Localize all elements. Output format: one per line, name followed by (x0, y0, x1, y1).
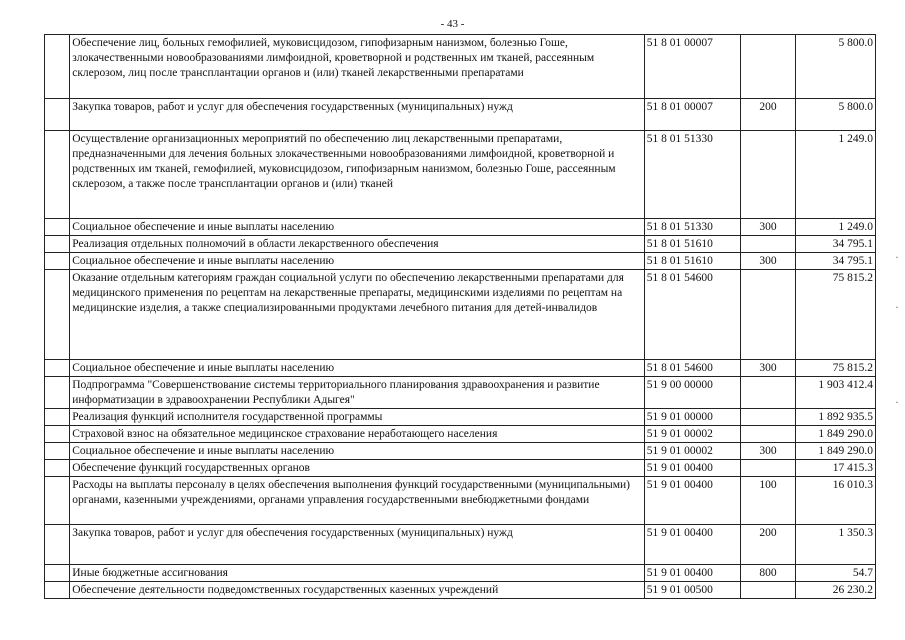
row-number-cell (45, 253, 70, 270)
row-expense-type-cell: 100 (740, 477, 796, 525)
row-sum-cell: 17 415.3 (796, 460, 876, 477)
row-number-cell (45, 377, 70, 409)
row-sum-cell: 1 350.3 (796, 525, 876, 565)
row-expense-type-cell (740, 409, 796, 426)
row-name-cell: Закупка товаров, работ и услуг для обеспечения государственных (муниципальных) нужд (70, 99, 645, 131)
row-expense-type-cell (740, 582, 796, 599)
row-expense-type-cell: 800 (740, 565, 796, 582)
row-name-cell: Осуществление организационных мероприятий по обеспечению лиц лекарственными препаратами, предназначенными для лечения больных злокачественными новообразованиями лимфоидной, кроветворной и родственных им тканей, гемофилией, муковисцидозом, гипофизарным нанизмом, болезнью Гоше, рассеянным склерозом, а также после трансплантации органов и (или) тканей (70, 131, 645, 219)
table-row (45, 409, 876, 426)
table-row (45, 443, 876, 460)
row-sum-cell: 1 892 935.5 (796, 409, 876, 426)
row-number-cell (45, 426, 70, 443)
table-row (45, 270, 876, 360)
row-number-cell (45, 460, 70, 477)
row-name-cell: Иные бюджетные ассигнования (70, 565, 645, 582)
row-name-cell: Социальное обеспечение и иные выплаты населению (70, 253, 645, 270)
row-name-cell: Подпрограмма "Совершенствование системы территориального планирования здравоохранения и развитие информатизации в здравоохранении Республики Адыгея" (70, 377, 645, 409)
table-row (45, 99, 876, 131)
table-row (45, 253, 876, 270)
row-expense-type-cell: 200 (740, 525, 796, 565)
row-name-cell: Расходы на выплаты персоналу в целях обеспечения выполнения функций государственными (муниципальными) органами, казенными учреждениями, органами управления государственными внебюджетными фондами (70, 477, 645, 525)
row-name-cell: Реализация функций исполнителя государственной программы (70, 409, 645, 426)
row-expense-type-cell: 300 (740, 253, 796, 270)
table-row (45, 377, 876, 409)
table-row (45, 477, 876, 525)
table-row (45, 35, 876, 99)
row-code-cell: 51 8 01 54600 (644, 270, 740, 360)
row-sum-cell: 5 800.0 (796, 99, 876, 131)
row-expense-type-cell: 300 (740, 443, 796, 460)
row-name-cell: Социальное обеспечение и иные выплаты населению (70, 360, 645, 377)
row-name-cell: Обеспечение лиц, больных гемофилией, муковисцидозом, гипофизарным нанизмом, болезнью Гоше, злокачественными новообразованиями лимфоидной, кроветворной и родственных им тканей, рассеянным склерозом, лиц после трансплантации органов и (или) тканей лекарственными препаратами (70, 35, 645, 99)
row-number-cell (45, 409, 70, 426)
row-number-cell (45, 99, 70, 131)
row-number-cell (45, 582, 70, 599)
row-code-cell: 51 9 01 00002 (644, 443, 740, 460)
row-code-cell: 51 8 01 51610 (644, 253, 740, 270)
page-number: - 43 - (440, 18, 465, 30)
row-expense-type-cell (740, 236, 796, 253)
row-number-cell (45, 219, 70, 236)
row-code-cell: 51 9 01 00400 (644, 477, 740, 525)
row-sum-cell: 34 795.1 (796, 253, 876, 270)
budget-table-body (45, 35, 876, 599)
row-name-cell: Обеспечение функций государственных органов (70, 460, 645, 477)
row-expense-type-cell (740, 131, 796, 219)
row-name-cell: Обеспечение деятельности подведомственных государственных казенных учреждений (70, 582, 645, 599)
row-name-cell: Социальное обеспечение и иные выплаты населению (70, 219, 645, 236)
row-sum-cell: 5 800.0 (796, 35, 876, 99)
row-sum-cell: 1 849 290.0 (796, 426, 876, 443)
row-number-cell (45, 565, 70, 582)
row-expense-type-cell (740, 426, 796, 443)
table-row (45, 236, 876, 253)
row-code-cell: 51 9 01 00000 (644, 409, 740, 426)
row-number-cell (45, 477, 70, 525)
row-code-cell: 51 8 01 54600 (644, 360, 740, 377)
row-number-cell (45, 443, 70, 460)
row-code-cell: 51 9 01 00500 (644, 582, 740, 599)
row-expense-type-cell: 300 (740, 219, 796, 236)
row-name-cell: Закупка товаров, работ и услуг для обеспечения государственных (муниципальных) нужд (70, 525, 645, 565)
row-number-cell (45, 525, 70, 565)
row-sum-cell: 16 010.3 (796, 477, 876, 525)
row-name-cell: Оказание отдельным категориям граждан социальной услуги по обеспечению лекарственными препаратами для медицинского применения по рецептам на лекарственные препараты, медицинскими изделиями по рецептам на медицинские изделия, а также специализированными продуктами лечебного питания для детей-инвалидов (70, 270, 645, 360)
table-row (45, 426, 876, 443)
row-expense-type-cell: 200 (740, 99, 796, 131)
row-sum-cell: 1 249.0 (796, 131, 876, 219)
row-expense-type-cell: 300 (740, 360, 796, 377)
row-sum-cell: 1 249.0 (796, 219, 876, 236)
scan-mark: · (895, 250, 899, 264)
row-name-cell: Страховой взнос на обязательное медицинское страхование неработающего населения (70, 426, 645, 443)
row-sum-cell: 26 230.2 (796, 582, 876, 599)
row-code-cell: 51 9 01 00002 (644, 426, 740, 443)
row-number-cell (45, 360, 70, 377)
row-expense-type-cell (740, 270, 796, 360)
row-expense-type-cell (740, 377, 796, 409)
row-number-cell (45, 131, 70, 219)
row-code-cell: 51 8 01 51330 (644, 131, 740, 219)
row-code-cell: 51 9 00 00000 (644, 377, 740, 409)
row-sum-cell: 75 815.2 (796, 270, 876, 360)
row-name-cell: Социальное обеспечение и иные выплаты населению (70, 443, 645, 460)
row-code-cell: 51 8 01 00007 (644, 35, 740, 99)
budget-table (44, 34, 876, 599)
row-code-cell: 51 8 01 51330 (644, 219, 740, 236)
row-sum-cell: 54.7 (796, 565, 876, 582)
row-expense-type-cell (740, 35, 796, 99)
table-row (45, 460, 876, 477)
scan-mark: · (895, 300, 899, 314)
row-number-cell (45, 35, 70, 99)
table-row (45, 565, 876, 582)
row-number-cell (45, 236, 70, 253)
row-sum-cell: 1 849 290.0 (796, 443, 876, 460)
row-name-cell: Реализация отдельных полномочий в области лекарственного обеспечения (70, 236, 645, 253)
table-row (45, 525, 876, 565)
row-expense-type-cell (740, 460, 796, 477)
row-sum-cell: 1 903 412.4 (796, 377, 876, 409)
row-sum-cell: 34 795.1 (796, 236, 876, 253)
row-sum-cell: 75 815.2 (796, 360, 876, 377)
table-row (45, 360, 876, 377)
row-code-cell: 51 9 01 00400 (644, 525, 740, 565)
table-row (45, 131, 876, 219)
row-code-cell: 51 8 01 00007 (644, 99, 740, 131)
row-code-cell: 51 8 01 51610 (644, 236, 740, 253)
row-number-cell (45, 270, 70, 360)
table-row (45, 219, 876, 236)
table-row (45, 582, 876, 599)
scan-mark: · (895, 395, 899, 409)
row-code-cell: 51 9 01 00400 (644, 460, 740, 477)
row-code-cell: 51 9 01 00400 (644, 565, 740, 582)
